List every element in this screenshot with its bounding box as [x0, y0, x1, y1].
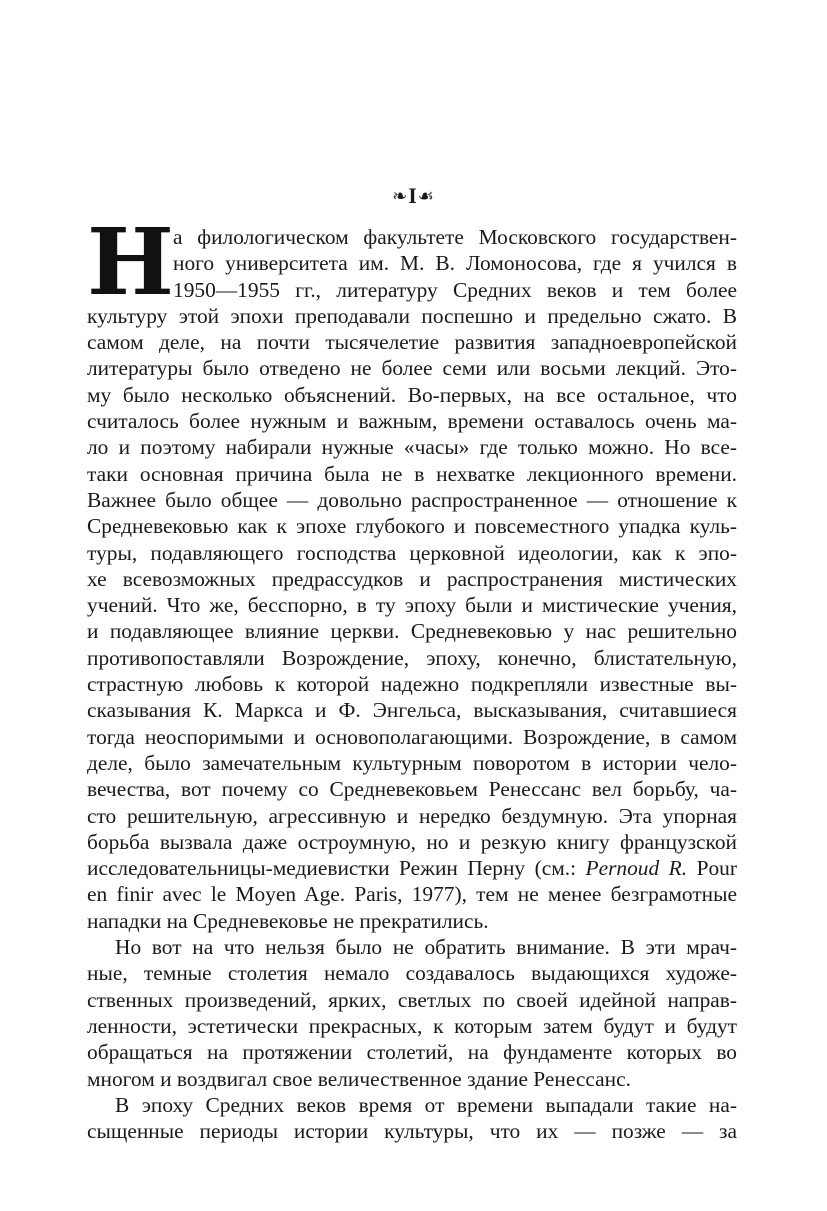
text-line: и подавляющее влияние церкви. Средневековью у нас решительно	[87, 619, 737, 644]
text-line: 1950—1955 гг., литературу Средних веков и тем более	[173, 277, 737, 302]
text-line: Важнее было общее — довольно распространенное — отношение к	[87, 487, 737, 512]
text-line: вечества, вот почему со Средневековьем Ренессанс вел борьбу, ча-	[87, 777, 737, 802]
text-line: му было несколько объяснений. Во-первых, на все остальное, что	[87, 382, 737, 407]
text-line: хе всевозможных предрассудков и распространения мистических	[87, 566, 737, 591]
chapter-heading	[0, 183, 827, 209]
text-line: самом деле, на почти тысячелетие развития западноевропейской	[87, 330, 737, 355]
text-line: туры, подавляющего господства церковной идеологии, как к эпо-	[87, 540, 737, 565]
text-line: ные, темные столетия немало создавалось выдающихся художе-	[87, 961, 737, 986]
text-line: борьба вызвала даже остроумную, но и резкую книгу французской	[87, 829, 737, 854]
text-line: литературы было отведено не более семи или восьми лекций. Это-	[87, 356, 737, 381]
text-line: учений. Что же, бесспорно, в ту эпоху были и мистические учения,	[87, 593, 737, 618]
text-line: сказывания К. Маркса и Ф. Энгельса, высказывания, считавшиеся	[87, 698, 737, 723]
text-line: en finir avec le Moyen Age. Paris, 1977), тем не менее безграмотные	[87, 882, 737, 907]
text-line: В эпоху Средних веков время от времени выпадали такие на-	[115, 1092, 737, 1117]
text-line: сто решительную, агрессивную и нередко бездумную. Эта упорная	[87, 803, 737, 828]
text-line: нападки на Средневековье не прекратились.	[87, 908, 489, 933]
text-line: таки основная причина была не в нехватке лекционного времени.	[87, 461, 737, 486]
ornament-right-icon: ☙	[417, 186, 435, 206]
text-line: деле, было замечательным культурным поворотом в истории чело-	[87, 750, 737, 775]
text-line: обращаться на протяжении столетий, на фундаменте которых во	[87, 1040, 737, 1065]
text-line: ственных произведений, ярких, светлых по своей идейной направ-	[87, 987, 737, 1012]
text-line: страстную любовь к которой надежно подкрепляли известные вы-	[87, 672, 737, 697]
text-line: сыщенные периоды истории культуры, что их — позже — за	[87, 1119, 737, 1144]
body-text	[87, 224, 737, 1144]
text-line: культуру этой эпохи преподавали поспешно и предельно сжато. В	[87, 303, 737, 328]
text-line: считалось более нужным и важным, времени оставалось очень ма-	[87, 409, 737, 434]
text-line: ло и поэтому набирали нужные «часы» где только можно. Но все-	[87, 435, 737, 460]
ornament-left-icon: ❧	[392, 186, 409, 206]
text-line: ного университета им. М. В. Ломоносова, где я учился в	[173, 251, 737, 276]
chapter-numeral: I	[408, 183, 418, 208]
text-line: противопоставляли Возрождение, эпоху, конечно, блистательную,	[87, 645, 737, 670]
text-line: Средневековью как к эпохе глубокого и повсеместного упадка куль-	[87, 514, 737, 539]
text-line: исследовательницы-медиевистки Режин Перну (см.: Pernoud R. Pour	[87, 856, 737, 881]
text-line: тогда неоспоримыми и основополагающими. Возрождение, в самом	[87, 724, 737, 749]
drop-cap-letter: Н	[87, 208, 174, 316]
cited-author: Pernoud R.	[585, 856, 688, 881]
text-line: многом и воздвигал свое величественное здание Ренессанс.	[87, 1066, 631, 1091]
text-line: ленности, эстетически прекрасных, к которым затем будут и будут	[87, 1013, 737, 1038]
text-line: Но вот на что нельзя было не обратить внимание. В эти мрач-	[115, 935, 737, 960]
text-line: а филологическом факультете Московского государствен-	[173, 225, 737, 249]
